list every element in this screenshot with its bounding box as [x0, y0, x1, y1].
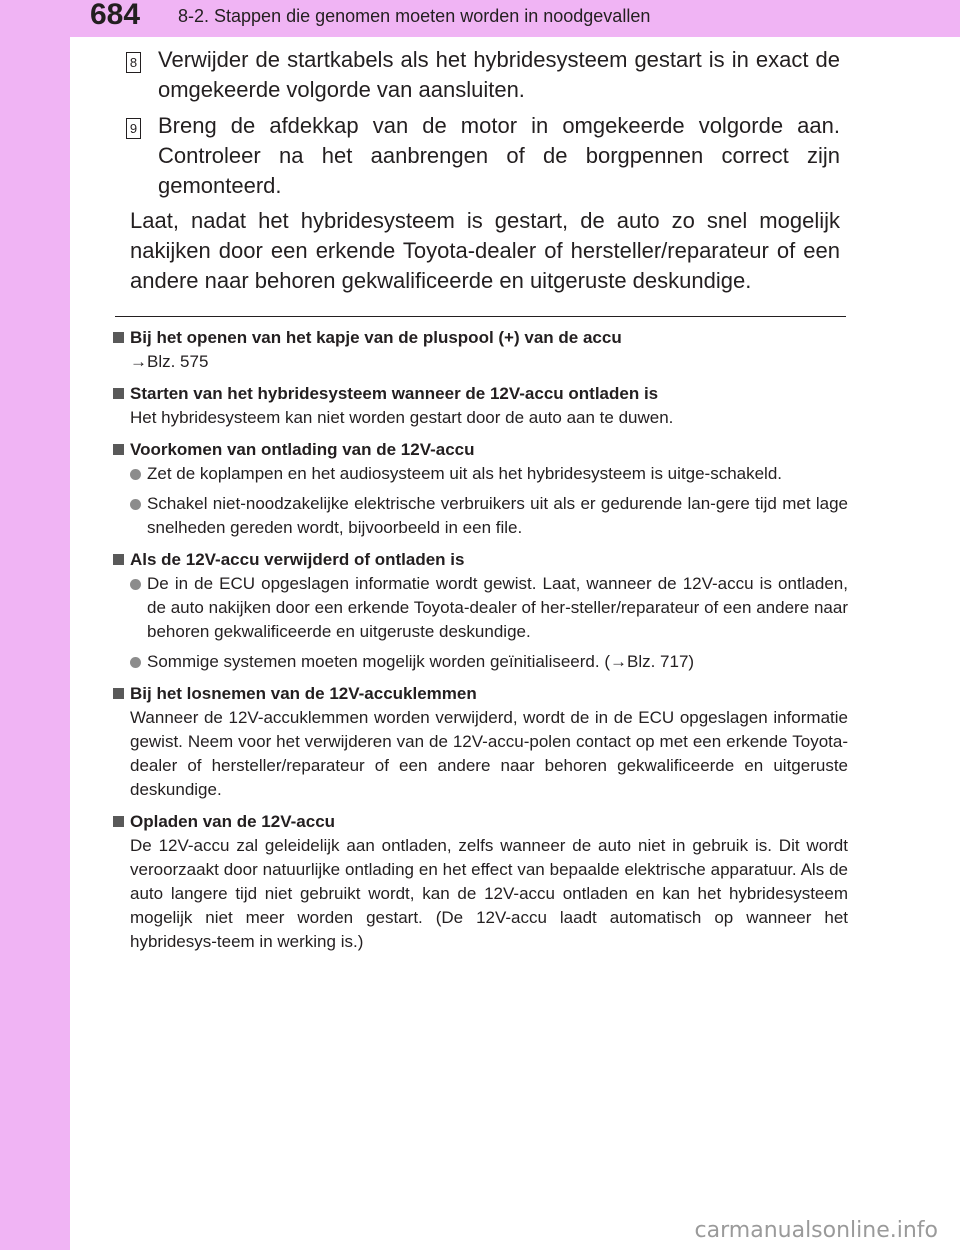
note-heading: Opladen van de 12V-accu: [130, 812, 336, 831]
note-body: →Blz. 575: [130, 352, 209, 371]
note-body: Wanneer de 12V-accuklemmen worden verwijderd, wordt de in de ECU opgeslagen informatie gewist. Neem voor het verwijderen van de 12V-accu-polen contact op met een erkende Toyota-dealer of hersteller/reparateur of een andere naar behoren gekwalificeerde en uitgeruste deskundige.: [130, 708, 848, 799]
round-bullet-icon: [130, 657, 141, 668]
note-body: De 12V-accu zal geleidelijk aan ontladen, zelfs wanneer de auto niet in gebruik is. Dit wordt veroorzaakt door natuurlijke ontlading en het effect van bepaalde elektrische apparatuur. Als de auto langere tijd niet gebruikt wordt, kan de 12V-accu ontladen en kan het hybridesysteem mogelijk niet meer worden gestart. (De 12V-accu laadt automatisch op wanneer het hybridesys-teem in werking is.): [130, 836, 848, 951]
step-8-badge: 8: [126, 52, 141, 73]
step-9-badge: 9: [126, 118, 141, 139]
round-bullet-icon: [130, 499, 141, 510]
note-heading: Als de 12V-accu verwijderd of ontladen is: [130, 550, 465, 569]
square-bullet-icon: [113, 554, 124, 565]
note-charging: [113, 810, 848, 954]
page-header: [0, 0, 960, 37]
section-divider: [115, 316, 846, 317]
notes-section: [113, 326, 848, 962]
note-heading: Starten van het hybridesysteem wanneer de 12V-accu ontladen is: [130, 384, 659, 403]
step-8-text: Verwijder de startkabels als het hybridesysteem gestart is in exact de omgekeerde volgorde van aansluiten.: [158, 47, 840, 102]
note-heading: Voorkomen van ontlading van de 12V-accu: [130, 440, 475, 459]
header-divider: [70, 37, 960, 40]
square-bullet-icon: [113, 388, 124, 399]
square-bullet-icon: [113, 688, 124, 699]
note-heading: Bij het losnemen van de 12V-accuklemmen: [130, 684, 477, 703]
list-item: Zet de koplampen en het audiosysteem uit als het hybridesysteem is uitge-schakeld.: [130, 462, 848, 486]
note-plus-terminal: [113, 326, 848, 374]
section-title: 8-2. Stappen die genomen moeten worden in noodgevallen: [178, 6, 651, 26]
list-item: Sommige systemen moeten mogelijk worden geïnitialiseerd. (→Blz. 717): [130, 650, 848, 674]
list-item: Schakel niet-noodzakelijke elektrische verbruikers uit als er gedurende lan-gere tijd met lage snelheden gereden wordt, bijvoorbeeld in een file.: [130, 492, 848, 540]
note-removed-discharged: [113, 548, 848, 674]
round-bullet-icon: [130, 469, 141, 480]
round-bullet-icon: [130, 579, 141, 590]
closing-paragraph: Laat, nadat het hybridesysteem is gestart, de auto zo snel mogelijk nakijken door een erkende Toyota-dealer of hersteller/reparateur of een andere naar behoren gekwalificeerde en uitgeruste deskundige.: [130, 208, 840, 293]
note-heading: Bij het openen van het kapje van de pluspool (+) van de accu: [130, 328, 622, 347]
note-body: Het hybridesysteem kan niet worden gestart door de auto aan te duwen.: [130, 408, 674, 427]
step-9-text: Breng de afdekkap van de motor in omgekeerde volgorde aan. Controleer na het aanbrengen of de borgpennen correct zijn gemonteerd.: [158, 113, 840, 198]
note-prevent-discharge: [113, 438, 848, 540]
list-item: De in de ECU opgeslagen informatie wordt gewist. Laat, wanneer de 12V-accu is ontladen, de auto nakijken door een erkende Toyota-dealer of her-steller/reparateur of een andere naar behoren gekwalificeerde en uitgeruste deskundige.: [130, 572, 848, 644]
note-disconnect-terminals: [113, 682, 848, 802]
square-bullet-icon: [113, 444, 124, 455]
square-bullet-icon: [113, 332, 124, 343]
watermark: carmanualsonline.info: [694, 1218, 938, 1243]
note-starting-discharged: [113, 382, 848, 430]
section-color-tab: [0, 0, 70, 1250]
square-bullet-icon: [113, 816, 124, 827]
page-number: 684: [90, 0, 141, 31]
